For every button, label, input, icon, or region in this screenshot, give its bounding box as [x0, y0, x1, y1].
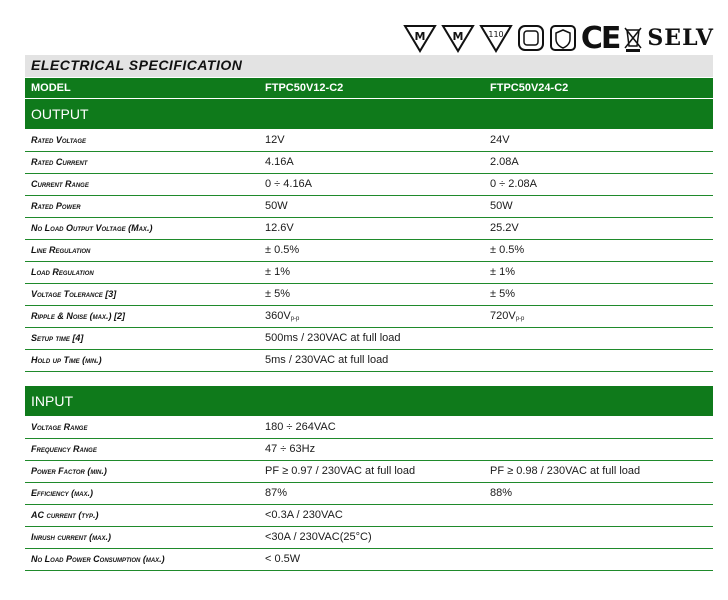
table-row: [25, 195, 713, 218]
row-label: Rated Voltage: [31, 135, 86, 145]
table-row: [25, 526, 713, 549]
model-2-value: ± 1%: [490, 266, 515, 278]
input-section-header: [25, 386, 713, 416]
value-subscript: p-p: [515, 316, 525, 322]
model-2-value: ± 5%: [490, 288, 515, 300]
value-subscript: p-p: [290, 316, 300, 322]
model-1-value: 12V: [265, 134, 285, 146]
row-label: Rated Power: [31, 201, 81, 211]
row-label: Current Range: [31, 179, 89, 189]
table-row: [25, 261, 713, 284]
model-2-value: [490, 310, 524, 322]
model-1-value: 50W: [265, 200, 288, 212]
row-label: Load Regulation: [31, 267, 94, 277]
ce-mark-icon: CE: [580, 20, 620, 56]
class-ii-shield-icon: [549, 23, 577, 53]
svg-text:M: M: [414, 30, 426, 43]
model-1-header: FTPC50V12-C2: [265, 82, 344, 94]
table-row: [25, 305, 713, 328]
model-1-value: < 0.5W: [265, 553, 301, 565]
model-1-value: 180 ÷ 264VAC: [265, 421, 336, 433]
row-label: Line Regulation: [31, 245, 91, 255]
table-row: [25, 548, 713, 571]
table-row: [25, 283, 713, 306]
svg-text:M: M: [452, 30, 464, 43]
output-section-header: [25, 99, 713, 129]
spec-title-bar: [25, 55, 713, 77]
row-label: Rated Current: [31, 157, 88, 167]
model-1-value: ± 0.5%: [265, 244, 300, 256]
model-1-value: [265, 310, 299, 322]
row-label: Power Factor (min.): [31, 466, 107, 476]
row-label: Voltage Range: [31, 422, 88, 432]
output-section-label: OUTPUT: [31, 106, 89, 122]
row-label: AC current (typ.): [31, 510, 99, 520]
input-section-label: INPUT: [31, 393, 73, 409]
model-2-value: ± 0.5%: [490, 244, 525, 256]
table-row: [25, 460, 713, 483]
value-text: 360V: [265, 310, 291, 322]
table-row: [25, 438, 713, 461]
110-triangle-icon: [479, 23, 513, 53]
model-2-value: 24V: [490, 134, 510, 146]
model-1-value: 12.6V: [265, 222, 294, 234]
page-title: ELECTRICAL SPECIFICATION: [31, 57, 243, 73]
row-label: Ripple & Noise (max.) [2]: [31, 311, 126, 321]
model-1-value: 87%: [265, 487, 288, 499]
certification-marks: [403, 20, 714, 56]
row-label: Inrush current (max.): [31, 532, 111, 542]
table-row: [25, 217, 713, 240]
m-triangle-icon: [403, 23, 437, 53]
model-1-value: 47 ÷ 63Hz: [265, 443, 316, 455]
model-1-value: 4.16A: [265, 156, 294, 168]
model-2-value: 0 ÷ 2.08A: [490, 178, 538, 190]
model-1-value: 500ms / 230VAC at full load: [265, 332, 401, 344]
table-row: [25, 504, 713, 527]
model-1-value: 0 ÷ 4.16A: [265, 178, 313, 190]
row-label: Hold up Time (min.): [31, 355, 102, 365]
table-row: [25, 327, 713, 350]
model-1-value: 5ms / 230VAC at full load: [265, 354, 389, 366]
model-2-value: PF ≥ 0.98 / 230VAC at full load: [490, 465, 641, 477]
row-label: No Load Output Voltage (Max.): [31, 223, 153, 233]
model-1-value: <0.3A / 230VAC: [265, 509, 343, 521]
table-row: [25, 173, 713, 196]
table-row: [25, 482, 713, 505]
row-label: No Load Power Consumption (max.): [31, 554, 165, 564]
luminaire-box-icon: [517, 23, 545, 53]
model-header-row: [25, 78, 713, 98]
table-row: [25, 349, 713, 372]
model-2-header: FTPC50V24-C2: [490, 82, 569, 94]
table-row: [25, 129, 713, 152]
model-2-value: 25.2V: [490, 222, 519, 234]
row-label: Setup time [4]: [31, 333, 84, 343]
selv-mark: SELV: [647, 25, 714, 51]
row-label: Frequency Range: [31, 444, 97, 454]
row-label: Voltage Tolerance [3]: [31, 289, 117, 299]
model-1-value: PF ≥ 0.97 / 230VAC at full load: [265, 465, 416, 477]
table-row: [25, 239, 713, 262]
table-row: [25, 151, 713, 174]
model-2-value: 50W: [490, 200, 513, 212]
table-row: [25, 416, 713, 439]
row-label: Efficiency (max.): [31, 488, 93, 498]
model-2-value: 88%: [490, 487, 513, 499]
model-1-value: ± 5%: [265, 288, 290, 300]
weee-bin-icon: [623, 23, 643, 53]
model-1-value: <30A / 230VAC(25°C): [265, 531, 372, 543]
model-2-value: 2.08A: [490, 156, 519, 168]
svg-text:110: 110: [488, 30, 504, 39]
m-triangle-icon: [441, 23, 475, 53]
value-text: 720V: [490, 310, 516, 322]
model-label: MODEL: [31, 82, 71, 94]
model-1-value: ± 1%: [265, 266, 290, 278]
